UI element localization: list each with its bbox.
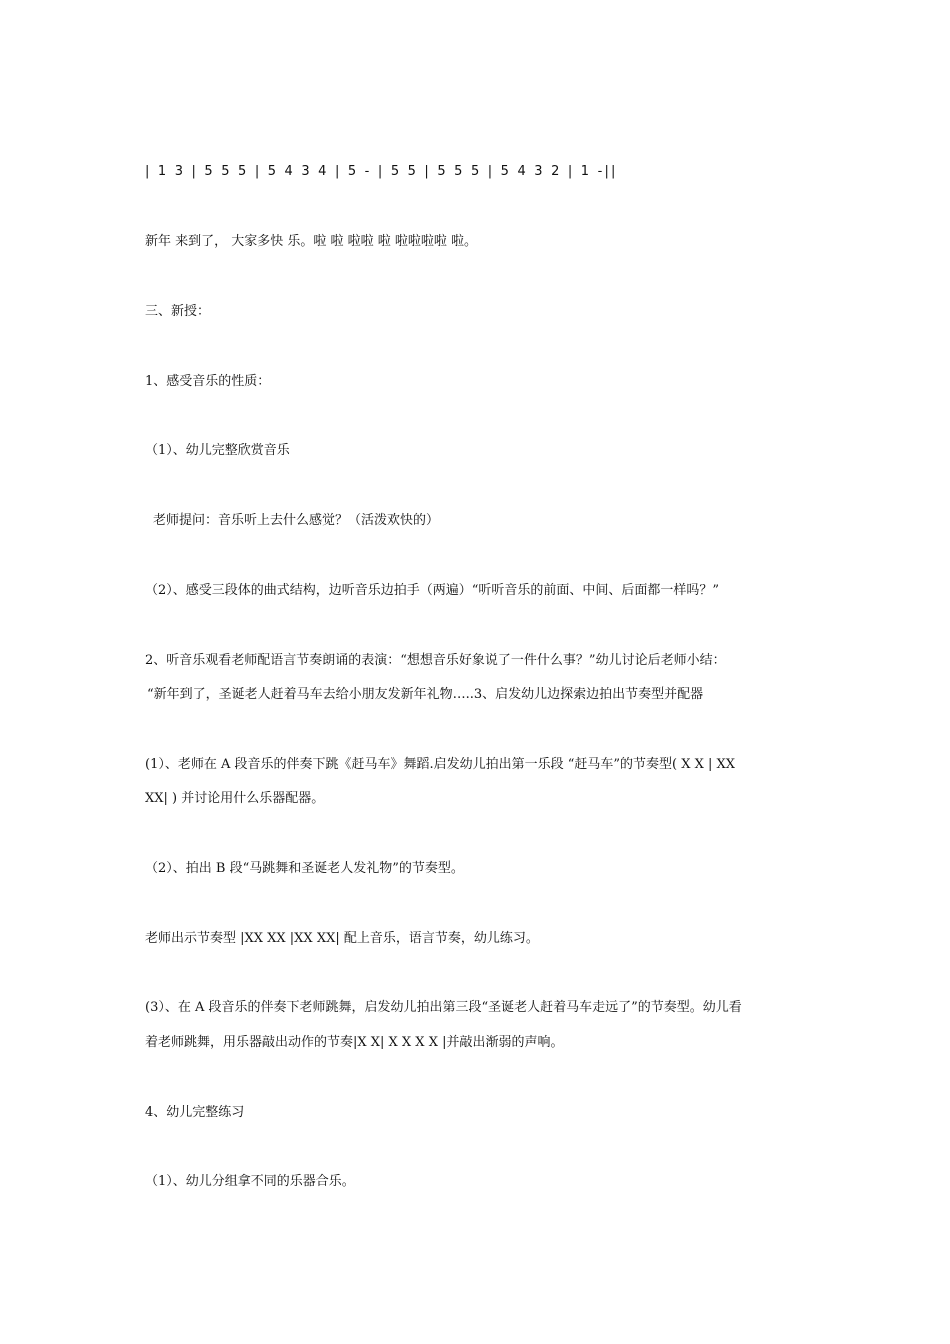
item-1-sub-1: （1）、幼儿完整欣赏音乐	[145, 443, 290, 458]
item-3-sub-1-line-2: XX| ) 并讨论用什么乐器配器。	[145, 791, 325, 806]
item-3-rhythm: 老师出示节奏型 |XX XX |XX XX| 配上音乐，语言节奏，幼儿练习。	[145, 931, 539, 946]
item-3-sub-2: （2）、拍出 B 段“马跳舞和圣诞老人发礼物”的节奏型。	[145, 861, 464, 876]
music-notation-line: | 1 3 | 5 5 5 | 5 4 3 4 | 5 - | 5 5 | 5 5 5 | 5 4 3 2 | 1 -||	[145, 164, 618, 179]
item-2-line-2: “新年到了，圣诞老人赶着马车去给小朋友发新年礼物…..3、启发幼儿边探索边拍出节奏型并配器	[147, 687, 704, 702]
item-3-sub-3-line-2: 着老师跳舞，用乐器敲出动作的节奏|X X| X X X X |并敲出渐弱的声响。	[145, 1035, 564, 1050]
item-4-sub-1: （1）、幼儿分组拿不同的乐器合乐。	[145, 1174, 355, 1189]
item-1-heading: 1、感受音乐的性质：	[145, 374, 271, 389]
item-2-line-1: 2、听音乐观看老师配语言节奏朗诵的表演：“想想音乐好象说了一件什么事？”幼儿讨论后老师小结：	[145, 653, 726, 668]
section-heading: 三、新授：	[145, 304, 211, 319]
item-3-sub-3-line-1: (3）、在 A 段音乐的伴奏下老师跳舞，启发幼儿拍出第三段“圣诞老人赶着马车走远了”的节奏型。幼儿看	[145, 1000, 742, 1015]
item-4-heading: 4、幼儿完整练习	[145, 1105, 245, 1120]
teacher-question: 老师提问：音乐听上去什么感觉？（活泼欢快的）	[153, 513, 440, 528]
item-1-sub-2: （2）、感受三段体的曲式结构，边听音乐边拍手（两遍）“听听音乐的前面、中间、后面都一样吗？”	[145, 583, 720, 598]
item-3-sub-1-line-1: (1）、老师在 A 段音乐的伴奏下跳《赶马车》舞蹈.启发幼儿拍出第一乐段 “赶马车”的节奏型( X X | XX	[145, 757, 736, 772]
lyrics-line: 新年 来到了， 大家多快 乐。啦 啦 啦啦 啦 啦啦啦啦 啦。	[145, 234, 478, 249]
